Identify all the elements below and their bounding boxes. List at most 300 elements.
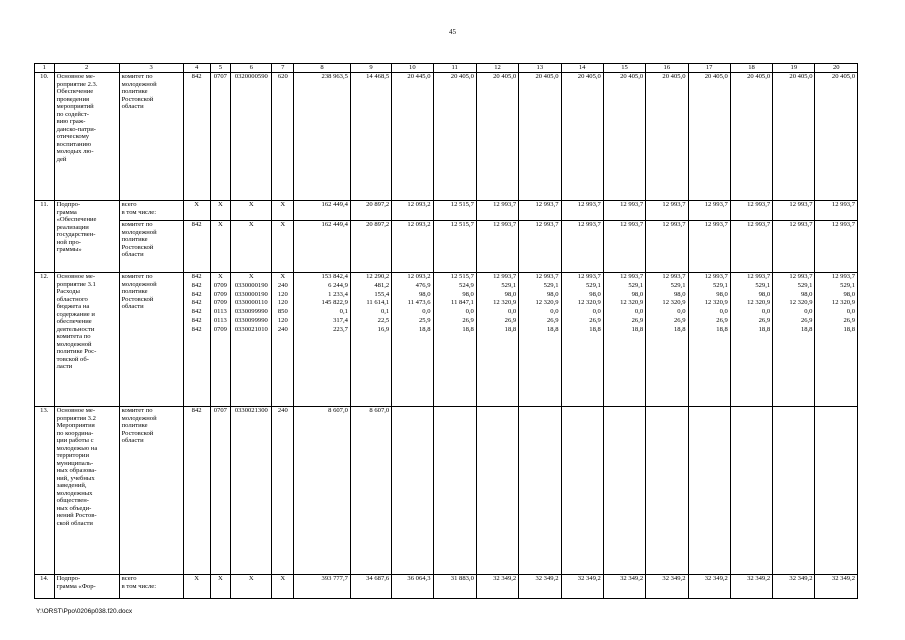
table-row [35,407,858,575]
amount-cell-line: 12 993,7 [535,201,559,208]
amount-cell-line: 12 993,7 [789,221,813,228]
vr-code-line: 240 [277,281,288,289]
rzpr-code-line: 0709 [213,325,227,333]
header-cell: 3 [119,64,183,73]
csr-code-line: X [248,221,254,228]
amount-cell-line: 317,4 [333,316,348,324]
amount-cell [294,201,351,221]
amount-cell [688,221,730,273]
amount-cell-line: 32 349,2 [704,575,728,582]
rzpr-code-line: X [217,221,223,228]
amount-cell-line: 12 993,7 [493,273,517,280]
amount-cell-line [394,407,430,416]
amount-cell [815,221,858,273]
amount-cell [730,407,772,575]
amount-cell [476,73,518,201]
amount-cell-line: 529,1 [797,281,813,289]
executor: всего в том числе: [119,575,183,599]
amount-cell-line: 32 349,2 [620,575,644,582]
amount-cell [392,73,433,201]
amount-cell-line: 12 290,2 [366,273,390,280]
amount-cell-line: 12 320,9 [747,299,771,307]
amount-cell [392,201,433,221]
amount-cell-line: 12 993,7 [831,273,855,280]
amount-cell-line: 153 842,4 [321,273,348,280]
amount-cell [603,201,645,221]
amount-cell-line: 529,1 [543,281,559,289]
amount-cell-line: 14 468,5 [366,73,390,80]
amount-cell [730,201,772,221]
amount-cell-line: 34 687,6 [366,575,390,582]
grbs-code-line: X [194,575,199,582]
row-number: 11. [35,201,55,273]
amount-cell-line: 18,8 [800,325,813,333]
amount-cell-line [606,407,643,416]
amount-cell-line: 98,0 [716,290,728,298]
header-cell: 18 [730,64,772,73]
amount-cell-line: 26,9 [758,316,771,324]
amount-cell [773,273,815,407]
amount-cell-line: 26,9 [843,316,855,324]
amount-cell-line: 98,0 [631,290,644,298]
amount-cell [603,73,645,201]
amount-cell [603,273,645,407]
rzpr-code-line: 0113 [213,308,227,316]
amount-cell-line: 529,1 [628,281,644,289]
vr-code [272,201,294,221]
header-cell: 19 [773,64,815,73]
amount-cell-line: 20 405,0 [704,73,728,80]
amount-cell-line: 20 405,0 [450,73,474,80]
amount-cell [433,221,476,273]
table-row [35,201,858,221]
amount-cell-line: 12 993,7 [747,221,771,228]
amount-cell [646,201,688,221]
amount-cell [519,273,561,407]
amount-cell-line: 12 320,9 [662,299,686,307]
amount-cell-line: 98,0 [589,290,601,298]
csr-code-line: 0330000190 [234,290,268,298]
amount-cell-line [648,407,685,416]
amount-cell-line: 18,8 [462,325,474,333]
amount-cell [476,273,518,407]
vr-code-line: X [280,221,286,228]
amount-cell-line [564,407,601,416]
amount-cell-line: 20 405,0 [789,73,813,80]
amount-cell-line: 32 349,2 [493,575,517,582]
amount-cell-line: 8 607,0 [369,407,390,414]
amount-cell-line: 12 993,7 [747,201,771,208]
rzpr-code-line: 0707 [213,407,227,414]
csr-code-line: 0330000110 [234,299,268,307]
amount-cell-line: 20 405,0 [577,73,601,80]
amount-cell [519,73,561,201]
amount-cell-line: 0,0 [677,308,686,316]
amount-cell [392,221,433,273]
amount-cell [519,407,561,575]
vr-code-line: 120 [277,316,288,324]
amount-cell-line: 12 993,7 [577,201,601,208]
amount-cell-line: 32 349,2 [535,575,559,582]
amount-cell-line: 32 349,2 [747,575,771,582]
amount-cell [815,407,858,575]
csr-code [231,407,272,575]
amount-cell-line: 98,0 [462,290,474,298]
vr-code-line: 620 [277,73,288,80]
amount-cell-line: 0,1 [339,308,348,316]
table-row [35,273,858,407]
grbs-code [183,575,210,599]
amount-cell [561,73,603,201]
grbs-code-line: 842 [191,221,202,228]
rzpr-code-line: X [217,575,223,582]
amount-cell-line: 18,8 [631,325,644,333]
amount-cell [392,273,433,407]
amount-cell-line: 32 349,2 [662,575,686,582]
amount-cell-line: 12 093,2 [407,273,431,280]
grbs-code-line: 842 [191,325,202,333]
rzpr-code [210,73,231,201]
amount-cell [433,273,476,407]
amount-cell [773,221,815,273]
amount-cell-line [521,407,558,416]
amount-cell-line: 12 320,9 [620,299,644,307]
vr-code [272,575,294,599]
amount-cell-line: 529,1 [755,281,771,289]
csr-code-line: 0330021010 [234,325,268,333]
csr-code [231,221,272,273]
header-cell: 14 [561,64,603,73]
amount-cell [815,273,858,407]
amount-cell-line: 26,9 [546,316,559,324]
amount-cell [603,575,645,599]
header-row [35,64,858,73]
amount-cell-line: 12 993,7 [493,201,517,208]
amount-cell [646,407,688,575]
amount-cell-line: 481,2 [374,281,390,289]
amount-cell [773,201,815,221]
rzpr-code-line: 0709 [213,290,227,298]
amount-cell-line: 476,9 [415,281,431,289]
grbs-code [183,407,210,575]
grbs-code-line: 842 [191,73,202,80]
amount-cell-line: 18,8 [418,325,431,333]
amount-cell [476,575,518,599]
amount-cell [815,73,858,201]
vr-code-line: X [280,575,286,582]
amount-cell-line: 20 405,0 [493,73,517,80]
amount-cell-line: 12 320,9 [789,299,813,307]
header-cell: 1 [35,64,55,73]
amount-cell-line: 12 093,2 [407,221,431,228]
csr-code-line: 0320000590 [234,73,268,80]
amount-cell-line: 12 993,7 [662,221,686,228]
amount-cell-line: 20 405,0 [831,73,855,80]
amount-cell-line: 98,0 [800,290,813,298]
csr-code [231,575,272,599]
amount-cell-line: 20 405,0 [535,73,559,80]
amount-cell-line: 12 993,7 [620,201,644,208]
amount-cell-line [733,407,770,416]
amount-cell [688,273,730,407]
rzpr-code-line: X [217,273,223,280]
vr-code-line: X [280,273,286,280]
amount-cell [646,221,688,273]
amount-cell [688,407,730,575]
amount-cell-line: 12 993,7 [789,273,813,280]
amount-cell-line: 524,9 [459,281,474,289]
amount-cell [350,73,391,201]
rzpr-code [210,221,231,273]
amount-cell-line: 529,1 [501,281,517,289]
amount-cell-line: 8 607,0 [328,407,348,414]
amount-cell-line: 12 993,7 [577,273,601,280]
amount-cell [603,221,645,273]
amount-cell [519,575,561,599]
csr-code-line: X [248,575,254,582]
amount-cell [603,407,645,575]
table-row [35,575,858,599]
amount-cell-line: 12 993,7 [662,273,686,280]
amount-cell-line: 18,8 [843,325,855,333]
program-name: Основное ме- роприятие 2.3. Обеспечение проведения мероприятий по содейст- вию граж- данско-патри- отическому воспитанию молодых лю- дей [54,73,119,201]
row-number: 14. [35,575,55,599]
amount-cell [688,201,730,221]
vr-code [272,273,294,407]
amount-cell-line: 12 093,2 [407,201,431,208]
csr-code-line: 0330099990 [234,308,268,316]
amount-cell-line: 18,8 [673,325,686,333]
amount-cell [646,273,688,407]
vr-code-line: 120 [277,299,288,307]
amount-cell-line: 32 349,2 [789,575,813,582]
amount-cell-line: 0,0 [761,308,771,316]
amount-cell-line: 12 515,7 [450,201,474,208]
amount-cell [730,73,772,201]
amount-cell-line: 162 449,4 [321,201,348,208]
amount-cell-line: 20 897,2 [366,221,390,228]
executor: комитет по молодежной политике Ростовской области [119,273,183,407]
grbs-code [183,201,210,221]
amount-cell [730,221,772,273]
amount-cell-line: 12 993,7 [704,221,728,228]
amount-cell-line: 529,1 [840,281,855,289]
amount-cell-line: 12 993,7 [620,221,644,228]
amount-cell-line: 0,0 [592,308,601,316]
rzpr-code-line: 0113 [213,316,227,324]
amount-cell-line [436,407,474,416]
amount-cell-line: 238 963,5 [321,73,348,80]
amount-cell-line: 20 405,0 [662,73,686,80]
amount-cell-line: 12 993,7 [662,201,686,208]
header-cell: 2 [54,64,119,73]
vr-code [272,221,294,273]
header-cell: 8 [294,64,351,73]
amount-cell-line: 98,0 [546,290,559,298]
amount-cell-line: 20 405,0 [747,73,771,80]
amount-cell-line: 26,9 [462,316,474,324]
amount-cell-line: 12 993,7 [577,221,601,228]
file-path-footer: Y:\ORST\Ppo\0206p038.f20.docx [36,608,133,615]
amount-cell-line: 0,0 [422,308,431,316]
amount-cell-line: 11 473,6 [407,299,431,307]
amount-cell-line: 0,1 [380,308,390,316]
amount-cell [433,407,476,575]
header-cell: 11 [433,64,476,73]
amount-cell-line: 12 320,9 [577,299,601,307]
amount-cell-line: 18,8 [589,325,601,333]
amount-cell-line: 18,8 [504,325,517,333]
amount-cell-line: 26,9 [716,316,728,324]
amount-cell-line: 25,9 [418,316,431,324]
amount-cell-line: 18,8 [546,325,559,333]
amount-cell-line: 155,4 [374,290,390,298]
amount-cell-line: 12 515,7 [450,273,474,280]
amount-cell [561,407,603,575]
amount-cell-line: 12 993,7 [831,221,855,228]
amount-cell-line: 0,0 [507,308,517,316]
amount-cell-line: 12 993,7 [831,201,855,208]
amount-cell-line: 12 993,7 [535,273,559,280]
rzpr-code [210,273,231,407]
vr-code-line: 240 [277,407,288,414]
amount-cell-line: 26,9 [504,316,517,324]
grbs-code [183,273,210,407]
csr-code-line: 0330000190 [234,281,268,289]
amount-cell [350,575,391,599]
amount-cell-line: 12 993,7 [620,273,644,280]
vr-code [272,73,294,201]
csr-code [231,73,272,201]
amount-cell-line: 32 349,2 [577,575,601,582]
amount-cell-line: 18,8 [758,325,771,333]
rzpr-code [210,407,231,575]
vr-code [272,407,294,575]
amount-cell [730,575,772,599]
amount-cell-line: 529,1 [712,281,728,289]
amount-cell [561,575,603,599]
rzpr-code-line: X [217,201,223,208]
grbs-code [183,221,210,273]
grbs-code-line: 842 [191,407,202,414]
amount-cell-line: 12 993,7 [704,273,728,280]
amount-cell [730,273,772,407]
amount-cell-line: 0,0 [550,308,559,316]
amount-cell-line: 26,9 [673,316,686,324]
csr-code [231,273,272,407]
header-cell: 6 [231,64,272,73]
amount-cell [433,575,476,599]
amount-cell [773,73,815,201]
amount-cell-line: 12 320,9 [704,299,728,307]
header-cell: 12 [476,64,518,73]
amount-cell [688,73,730,201]
grbs-code-line: 842 [191,308,202,316]
amount-cell-line: 529,1 [586,281,601,289]
rzpr-code [210,575,231,599]
program-name: Основное ме- роприятие 3.1 Расходы областного бюджета на содержание и обеспечение деятельности комитета по молодежной политике Рос- товской об- ласти [54,273,119,407]
vr-code-line: 240 [277,325,288,333]
amount-cell-line: 162 449,4 [321,221,348,228]
amount-cell-line: 0,0 [465,308,474,316]
amount-cell [646,575,688,599]
amount-cell-line: 12 993,7 [747,273,771,280]
executor: комитет по молодежной политике Ростовской области [119,407,183,575]
amount-cell [688,575,730,599]
amount-cell [519,221,561,273]
table-row [35,221,858,273]
row-number: 10. [35,73,55,201]
program-name: Основное ме- роприятия 3.2 Мероприятия по координа- ции работы с молодежью на территории муниципаль- ных образова- ний, учебных заведений, молодежных обществен- ных объеди- нений Ростов- ской области [54,407,119,575]
amount-cell-line: 98,0 [673,290,686,298]
vr-code-line: 120 [277,290,288,298]
amount-cell-line: 12 993,7 [493,221,517,228]
amount-cell [294,273,351,407]
amount-cell-line: 26,9 [589,316,601,324]
table-row [35,73,858,201]
amount-cell [561,221,603,273]
csr-code-line: X [248,201,254,208]
amount-cell-line: 11 847,1 [451,299,474,307]
amount-cell-line: 529,1 [670,281,686,289]
executor: всего в том числе: [119,201,183,221]
amount-cell-line [691,407,728,416]
rzpr-code-line: 0709 [213,299,227,307]
rzpr-code-line: 0707 [213,73,227,80]
amount-cell-line: 98,0 [843,290,855,298]
amount-cell-line: 98,0 [758,290,771,298]
header-cell: 15 [603,64,645,73]
header-cell: 4 [183,64,210,73]
rzpr-code [210,201,231,221]
amount-cell-line [775,407,812,416]
amount-cell [433,201,476,221]
amount-cell [350,201,391,221]
amount-cell [773,575,815,599]
rzpr-code-line: 0709 [213,281,227,289]
amount-cell-line: 393 777,7 [321,575,348,582]
amount-cell [433,73,476,201]
header-cell: 17 [688,64,730,73]
vr-code-line: X [280,201,286,208]
amount-cell [773,407,815,575]
csr-code-line: 0330021300 [234,407,268,414]
row-number: 12. [35,273,55,407]
header-cell: 10 [392,64,433,73]
program-name: Подпро- грамма «Фор- [54,575,119,599]
amount-cell [476,221,518,273]
amount-cell-line: 18,8 [716,325,728,333]
amount-cell-line: 12 320,9 [493,299,517,307]
amount-cell [476,407,518,575]
amount-cell-line: 12 993,7 [704,201,728,208]
amount-cell [350,273,391,407]
grbs-code-line: 842 [191,281,202,289]
amount-cell-line: 0,0 [846,308,855,316]
amount-cell-line: 12 515,7 [450,221,474,228]
amount-cell [646,73,688,201]
amount-cell-line: 145 822,9 [321,299,348,307]
header-cell: 7 [272,64,294,73]
amount-cell [519,201,561,221]
amount-cell-line: 16,9 [377,325,390,333]
amount-cell-line: 0,0 [634,308,644,316]
row-number: 13. [35,407,55,575]
program-name: Подпро- грамма «Обеспечение реализации государствен- ной про- граммы» [54,201,119,273]
amount-cell-line: 32 349,2 [831,575,855,582]
amount-cell-line: 12 320,9 [535,299,559,307]
amount-cell [476,201,518,221]
